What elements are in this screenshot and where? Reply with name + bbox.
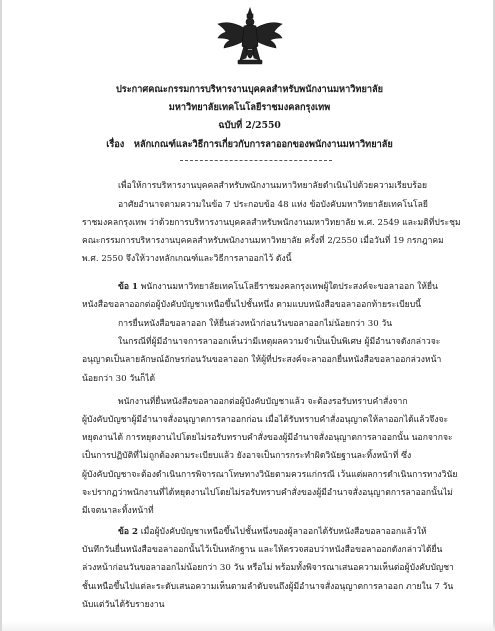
subject-text: หลักเกณฑ์และวิธีการเกี่ยวกับการลาออกของพนักงานมหาวิทยาลัย xyxy=(133,139,393,150)
clause-2-text: เมื่อผู้บังคับบัญชาเหนือขึ้นไปชั้นหนึ่งของผู้ลาออกได้รับหนังสือขอลาออกแล้วให้ xyxy=(140,527,427,537)
clause-1-line: การยื่นหนังสือขอลาออก ให้ยื่นล่วงหน้าก่อนวันขอลาออกไม่น้อยกว่า 30 วัน xyxy=(118,319,393,329)
clause-2-line: นับแต่วันได้รับรายงาน xyxy=(82,600,165,610)
preamble-line: พ.ศ. 2550 จึงให้วางหลักเกณฑ์และวิธีการลาออกไว้ ดังนี้ xyxy=(82,254,292,264)
announcement-subject-row xyxy=(2,137,495,152)
clause-1-line: ผู้บังคับบัญชาจะต้องดำเนินการพิจารณาโทษทางวินัยตามควรแก่กรณี เว้นแต่ผลการดำเนินการทางวินัย xyxy=(82,470,458,480)
clause-1-text: พนักงานมหาวิทยาลัยเทคโนโลยีราชมงคลกรุงเทพผู้ใดประสงค์จะขอลาออก ให้ยื่น xyxy=(140,282,438,292)
preamble-line: เพื่อให้การบริหารงานบุคคลสำหรับพนักงานมหาวิทยาลัยดำเนินไปด้วยความเรียบร้อย xyxy=(118,181,428,191)
clause-1-line: หนังสือขอลาออกต่อผู้บังคับบัญชาเหนือขึ้นไปชั้นหนึ่ง ตามแบบหนังสือขอลาออกท้ายระเบียบนี้ xyxy=(82,300,422,310)
subject-prefix: เรื่อง xyxy=(106,139,125,150)
clause-2-line: บันทึกวันยื่นหนังสือขอลาออกนั้นไว้เป็นหลักฐาน และให้ตรวจสอบว่าหนังสือขอลาออกดังกล่าวได้ยื่น xyxy=(82,545,443,555)
preamble-line: คณะกรรมการบริหารงานบุคคลสำหรับพนักงานมหาวิทยาลัย ครั้งที่ 2/2550 เมื่อวันที่ 19 กรกฎาคม xyxy=(82,236,444,246)
header-separator xyxy=(180,160,332,161)
clause-1-line: จะปรากฏว่าพนักงานที่ได้หยุดงานไปโดยไม่รอรับทราบคำสั่งของผู้มีอำนาจสั่งอนุญาตการลาออกนั้นไม่ xyxy=(82,488,453,498)
clause-1-label: ข้อ 1 xyxy=(118,282,139,292)
announcement-number: ฉบับที่ 2/2550 xyxy=(218,120,281,131)
preamble-line: อาศัยอำนาจตามความในข้อ 7 ประกอบข้อ 48 แห่ง ข้อบังคับมหาวิทยาลัยเทคโนโลยี xyxy=(118,200,428,210)
announcement-title: ประกาศคณะกรรมการบริหารงานบุคคลสำหรับพนักงานมหาวิทยาลัย xyxy=(115,84,384,95)
clause-1-line: หยุดงานได้ การหยุดงานไปโดยไม่รอรับทราบคำสั่งของผู้มีอำนาจสั่งอนุญาตการลาออกนั้น นอกจากจะ xyxy=(82,433,453,443)
clause-2-first-line xyxy=(118,528,427,537)
page-bottom-edge xyxy=(2,621,495,631)
clause-1-line: น้อยกว่า 30 วันก็ได้ xyxy=(82,374,156,384)
clause-1-line: ในกรณีที่ผู้มีอำนาจการลาออกเห็นว่ามีเหตุผลความจำเป็นเป็นพิเศษ ผู้มีอำนาจดังกล่าวจะ xyxy=(118,337,441,347)
preamble-line: ราชมงคลกรุงเทพ ว่าด้วยการบริหารงานบุคคลสำหรับพนักงานมหาวิทยาลัย พ.ศ. 2549 และมติที่ประชุม xyxy=(82,218,461,228)
clause-1-line: อนุญาตเป็นลายลักษณ์อักษรก่อนวันขอลาออก ให้ผู้ที่ประสงค์จะลาออกยื่นหนังสือขอลาออกล่วงหน้า xyxy=(82,355,442,365)
clause-1-line: ผู้บังคับบัญชาผู้มีอำนาจสั่งอนุญาตการลาออกก่อน เมื่อได้รับทราบคำสั่งอนุญาตให้ลาออกได้แล้วจึงจะ xyxy=(82,415,449,425)
university-name: มหาวิทยาลัยเทคโนโลยีราชมงคลกรุงเทพ xyxy=(168,102,331,113)
clause-1-line: พนักงานที่ยื่นหนังสือขอลาออกต่อผู้บังคับบัญชาแล้ว จะต้องรอรับทราบคำสั่งจาก xyxy=(118,397,408,407)
clause-1-line: เป็นการปฏิบัติที่ไม่ถูกต้องตามระเบียบแล้ว ยังอาจเป็นการกระทำผิดวินัยฐานละทิ้งหน้าที่ ซึ่ง xyxy=(82,451,412,461)
clause-1-first-line xyxy=(118,283,438,292)
clause-1-line: มีเจตนาละทิ้งหน้าที่ xyxy=(82,506,154,516)
clause-2-line: ล่วงหน้าก่อนวันขอลาออกไม่น้อยกว่า 30 วัน หรือไม่ พร้อมทั้งพิจารณาเสนอความเห็นต่อผู้บังคับบัญชา xyxy=(82,563,454,573)
clause-2-label: ข้อ 2 xyxy=(118,527,139,537)
clause-2-line: ชั้นเหนือขึ้นไปแต่ละระดับเสนอความเห็นตามลำดับจนถึงผู้มีอำนาจสั่งอนุญาตการลาออก ภายใน 7 วัน xyxy=(82,582,454,592)
garuda-emblem-icon xyxy=(214,6,286,68)
